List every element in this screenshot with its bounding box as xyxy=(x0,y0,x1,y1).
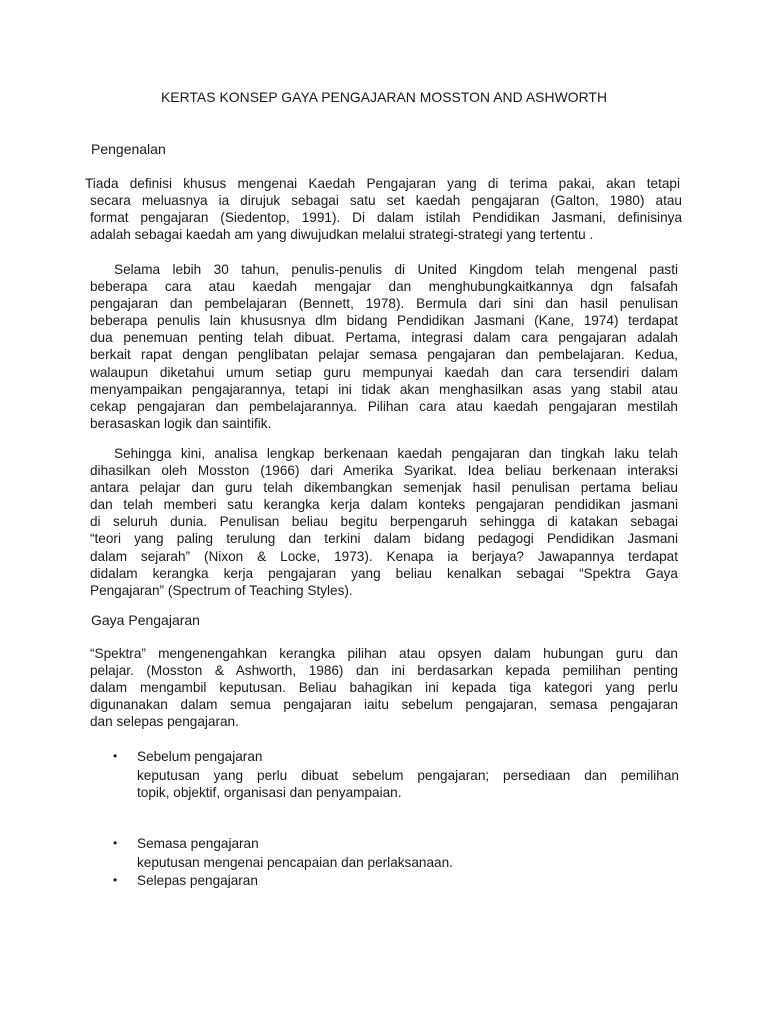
bullet-icon: • xyxy=(113,749,118,763)
paragraph-line: Tiada definisi khusus mengenai Kaedah Pengajaran yang di terima pakai, akan tetapi xyxy=(85,176,680,191)
paragraph-line: beberapa cara atau kaedah mengajar dan menghubungkaitkannya dgn falsafah xyxy=(90,279,678,295)
paragraph-line: Selama lebih 30 tahun, penulis-penulis di United Kingdom telah mengenal pasti xyxy=(114,262,678,277)
paragraph-line: di seluruh dunia. Penulisan beliau begitu berpengaruh sehingga di katakan sebagai xyxy=(90,514,678,530)
paragraph-line: Pengajaran” (Spectrum of Teaching Styles). xyxy=(90,582,353,598)
paragraph-line: dalam mengambil keputusan. Beliau bahagikan ini kepada tiga kategori yang perlu xyxy=(90,680,678,696)
paragraph-line: beberapa penulis lain khususnya dlm bidang Pendidikan Jasmani (Kane, 1974) terdapat xyxy=(90,313,678,329)
paragraph-line: dan selepas pengajaran. xyxy=(90,714,239,730)
paragraph-line: pelajar. (Mosston & Ashworth, 1986) dan ini berdasarkan kepada pemilihan penting xyxy=(90,663,678,679)
paragraph-line: “teori yang paling terulung dan terkini dalam bidang pedagogi Pendidikan Jasmani xyxy=(90,531,678,547)
paragraph-intro xyxy=(85,175,682,243)
list-item-description xyxy=(137,854,679,871)
paragraph-line: berasaskan logik dan saintifik. xyxy=(90,415,272,431)
paragraph-line: berkait rapat dengan penglibatan pelajar semasa pengajaran dan pembelajaran. Kedua, xyxy=(90,347,678,363)
paragraph-line: adalah sebagai kaedah am yang diwujudkan melalui strategi-strategi yang tertentu . xyxy=(90,227,594,243)
description-line: keputusan mengenai pencapaian dan perlaksanaan. xyxy=(137,855,453,870)
paragraph-line: pengajaran dan pembelajaran (Bennett, 1978). Bermula dari sini dan hasil penulisan xyxy=(90,296,678,312)
paragraph-line: digunanakan dalam semua pengajaran iaitu sebelum pengajaran, semasa pengajaran xyxy=(90,697,678,713)
paragraph-line: walaupun diketahui umum setiap guru mempunyai kaedah dan cara tersendiri dalam xyxy=(90,364,678,380)
bullet-icon: • xyxy=(113,873,118,887)
paragraph-line: “Spektra” mengenengahkan kerangka pilihan atau opsyen dalam hubungan guru dan xyxy=(90,646,678,661)
paragraph-line: antara pelajar dan guru telah dikembangkan semenjak hasil penulisan pertama beliau xyxy=(90,480,678,496)
list-item-label: Selepas pengajaran xyxy=(137,873,258,888)
bullet-icon: • xyxy=(113,836,118,850)
paragraph-line: secara meluasnya ia dirujuk sebagai satu set kaedah pengajaran (Galton, 1980) atau xyxy=(90,193,682,209)
section-heading-gaya-pengajaran: Gaya Pengajaran xyxy=(91,612,200,628)
section-heading-pengenalan: Pengenalan xyxy=(91,141,166,157)
paragraph-line: dihasilkan oleh Mosston (1966) dari Amerika Syarikat. Idea beliau berkenaan interaksi xyxy=(90,463,678,479)
list-item-label: Semasa pengajaran xyxy=(137,836,259,851)
paragraph-line: didalam kerangka kerja pengajaran yang beliau kenalkan sebagai “Spektra Gaya xyxy=(90,565,678,581)
list-item-label: Sebelum pengajaran xyxy=(137,749,263,764)
paragraph-line: format pengajaran (Siedentop, 1991). Di dalam istilah Pendidikan Jasmani, definisinya xyxy=(90,210,682,226)
paragraph-line: dua penemuan penting telah dibuat. Pertama, integrasi dalam cara pengajaran adalah xyxy=(90,330,678,346)
document-title: KERTAS KONSEP GAYA PENGAJARAN MOSSTON AND ASHWORTH xyxy=(160,89,608,105)
paragraph-mosston xyxy=(90,445,678,599)
paragraph-line: cekap pengajaran dan pembelajarannya. Pilihan cara atau kaedah pengajaran mestilah xyxy=(90,398,678,414)
paragraph-line: Sehingga kini, analisa lengkap berkenaan kaedah pengajaran dan tingkah laku telah xyxy=(114,446,678,461)
list-item-description xyxy=(137,767,679,801)
paragraph-spektra xyxy=(90,645,678,730)
paragraph-line: menyampaikan pengajarannya, tetapi ini tidak akan menghasilkan asas yang stabil atau xyxy=(90,381,678,397)
description-line: topik, objektif, organisasi dan penyampaian. xyxy=(137,785,402,800)
paragraph-line: dan telah memberi satu kerangka kerja dalam konteks pengajaran pendidikan jasmani xyxy=(90,497,678,513)
description-line: keputusan yang perlu dibuat sebelum pengajaran; persediaan dan pemilihan xyxy=(137,768,679,783)
paragraph-history xyxy=(90,261,678,432)
paragraph-line: dalam sejarah” (Nixon & Locke, 1973). Kenapa ia berjaya? Jawapannya terdapat xyxy=(90,548,678,564)
